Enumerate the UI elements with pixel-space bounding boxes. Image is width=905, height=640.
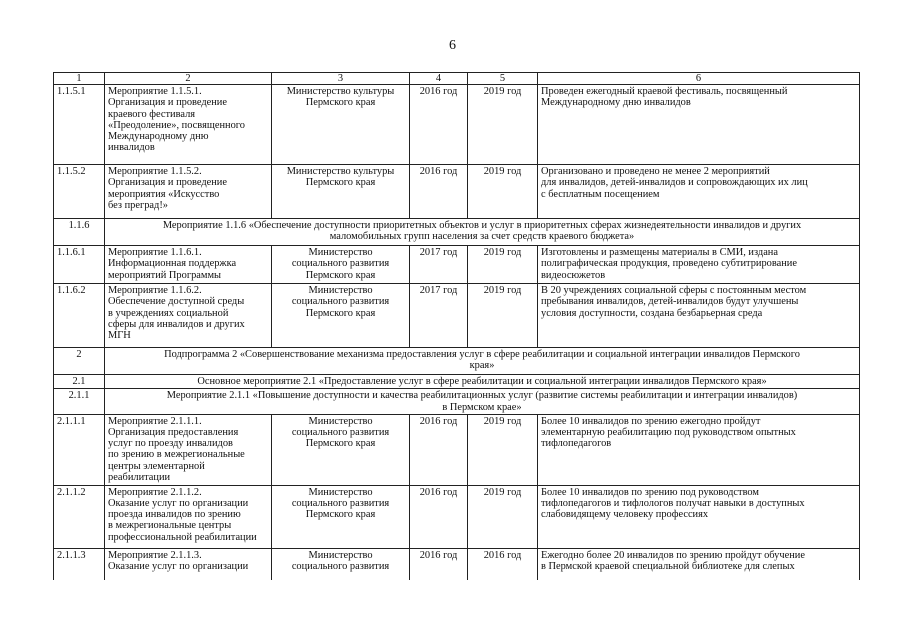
row-number: 2.1 [54,375,105,389]
header-cell: 3 [272,73,410,85]
row-number: 2.1.1.3 [54,548,105,580]
measure-name: Мероприятие 2.1.1.3. Оказание услуг по организации [105,548,272,580]
responsible: Министерство культуры Пермского края [272,85,410,165]
row-number: 2.1.1.2 [54,485,105,548]
row-number: 1.1.5.2 [54,165,105,219]
measure-name: Мероприятие 1.1.5.2. Организация и проведение мероприятия «Искусство без преград!» [105,165,272,219]
end-year: 2019 год [468,246,538,284]
table-row [54,85,860,165]
end-year: 2019 год [468,284,538,348]
row-number: 2.1.1 [54,389,105,414]
section-title: Мероприятие 1.1.6 «Обеспечение доступности приоритетных объектов и услуг в приоритетных сферах жизнедеятельности инвалидов и других маломобильных групп населения за счет средств краевого бюджета» [105,219,860,246]
header-cell: 4 [410,73,468,85]
measure-name: Мероприятие 1.1.6.1. Информационная поддержка мероприятий Программы [105,246,272,284]
expected-result: В 20 учреждениях социальной сферы с постоянным местом пребывания инвалидов, детей-инвалидов будут улучшены условия доступности, создана безбарьерная среда [538,284,860,348]
measures-table [53,72,860,580]
end-year: 2016 год [468,548,538,580]
measure-name: Мероприятие 1.1.5.1. Организация и проведение краевого фестиваля «Преодоление», посвященного Международному дню инвалидов [105,85,272,165]
row-number: 1.1.6 [54,219,105,246]
row-number: 2 [54,348,105,375]
responsible: Министерство социального развития Пермского края [272,485,410,548]
table-row [54,284,860,348]
expected-result: Более 10 инвалидов по зрению ежегодно пройдут элементарную реабилитацию под руководством опытных тифлопедагогов [538,414,860,485]
start-year: 2016 год [410,548,468,580]
section-title: Мероприятие 2.1.1 «Повышение доступности и качества реабилитационных услуг (развитие системы реабилитации и интеграции инвалидов) в Пермском крае» [105,389,860,414]
header-cell: 1 [54,73,105,85]
page-number: 6 [449,38,456,53]
row-number: 1.1.6.2 [54,284,105,348]
responsible: Министерство социального развития Пермского края [272,414,410,485]
header-row [54,73,860,85]
table-row [54,414,860,485]
expected-result: Изготовлены и размещены материалы в СМИ, издана полиграфическая продукция, проведено субтитрирование видеосюжетов [538,246,860,284]
expected-result: Ежегодно более 20 инвалидов по зрению пройдут обучение в Пермской краевой специальной библиотеке для слепых [538,548,860,580]
end-year: 2019 год [468,85,538,165]
start-year: 2017 год [410,284,468,348]
table-row [54,165,860,219]
start-year: 2016 год [410,165,468,219]
section-title: Основное мероприятие 2.1 «Предоставление услуг в сфере реабилитации и социальной интеграции инвалидов Пермского края» [105,375,860,389]
row-number: 2.1.1.1 [54,414,105,485]
table-row [54,485,860,548]
section-title: Подпрограмма 2 «Совершенствование механизма предоставления услуг в сфере реабилитации и социальной интеграции инвалидов Пермского края» [105,348,860,375]
responsible: Министерство социального развития [272,548,410,580]
expected-result: Проведен ежегодный краевой фестиваль, посвященный Международному дню инвалидов [538,85,860,165]
section-row [54,375,860,389]
row-number: 1.1.6.1 [54,246,105,284]
header-cell: 5 [468,73,538,85]
start-year: 2017 год [410,246,468,284]
header-cell: 6 [538,73,860,85]
end-year: 2019 год [468,165,538,219]
responsible: Министерство социального развития Пермского края [272,284,410,348]
row-number: 1.1.5.1 [54,85,105,165]
responsible: Министерство социального развития Пермского края [272,246,410,284]
start-year: 2016 год [410,414,468,485]
end-year: 2019 год [468,485,538,548]
header-cell: 2 [105,73,272,85]
end-year: 2019 год [468,414,538,485]
start-year: 2016 год [410,485,468,548]
measure-name: Мероприятие 1.1.6.2. Обеспечение доступной среды в учреждениях социальной сферы для инвалидов и других МГН [105,284,272,348]
measure-name: Мероприятие 2.1.1.1. Организация предоставления услуг по проезду инвалидов по зрению в межрегиональные центры элементарной реабилитации [105,414,272,485]
expected-result: Организовано и проведено не менее 2 мероприятий для инвалидов, детей-инвалидов и сопровождающих их лиц с бесплатным посещением [538,165,860,219]
section-row [54,219,860,246]
expected-result: Более 10 инвалидов по зрению под руководством тифлопедагогов и тифлологов получат навыки в доступных слабовидящему человеку профессиях [538,485,860,548]
responsible: Министерство культуры Пермского края [272,165,410,219]
table-row [54,246,860,284]
measure-name: Мероприятие 2.1.1.2. Оказание услуг по организации проезда инвалидов по зрению в межрегиональные центры профессиональной реабилитации [105,485,272,548]
table-row [54,548,860,580]
section-row [54,348,860,375]
section-row [54,389,860,414]
start-year: 2016 год [410,85,468,165]
